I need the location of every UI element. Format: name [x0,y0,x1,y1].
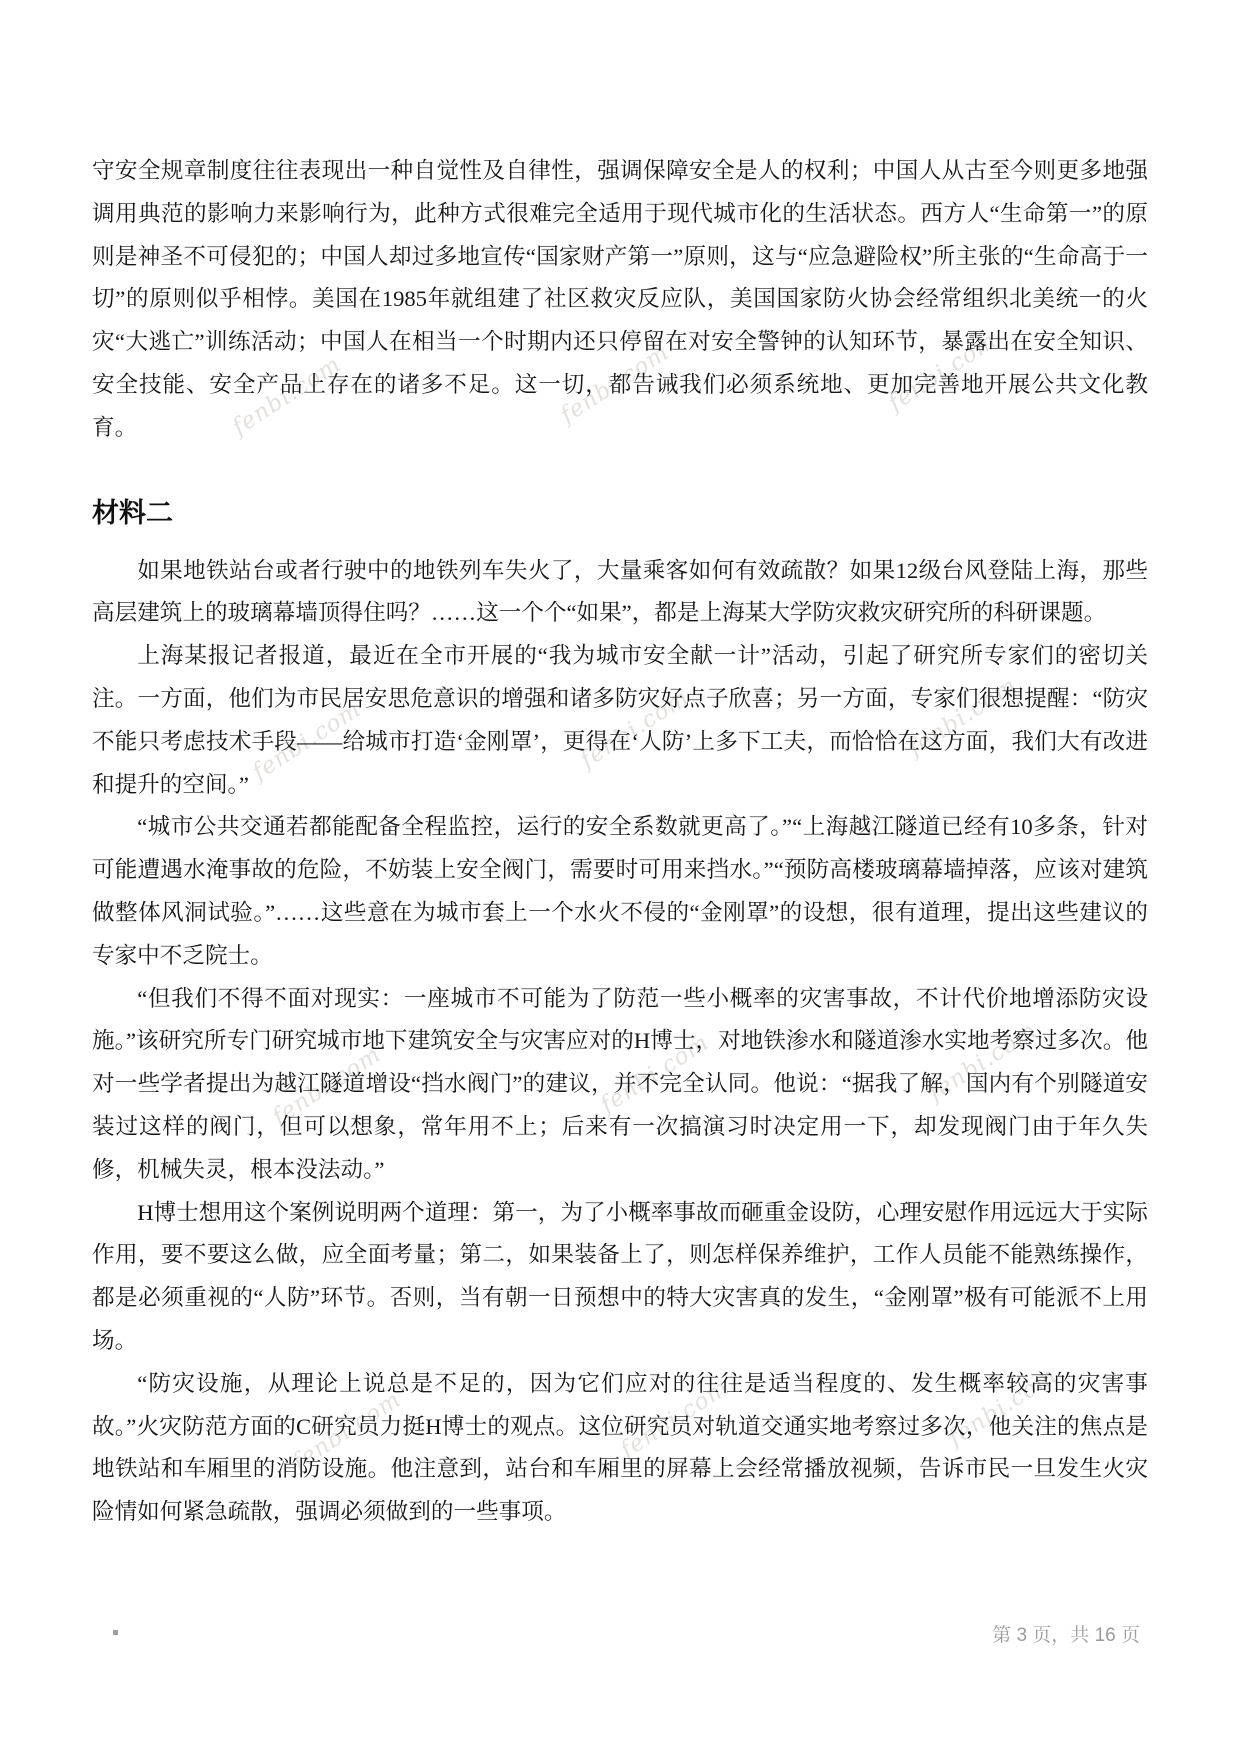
page-content [92,150,1148,1534]
page-footer [992,1620,1140,1647]
material2-paragraph-3: “城市公共交通若都能配备全程监控，运行的安全系数就更高了。”“上海越江隧道已经有10多条，针对可能遭遇水淹事故的危险，不妨装上安全阀门，需要时可用来挡水。”“预防高楼玻璃幕墙掉落，应该对建筑做整体风洞试验。”……这些意在为城市套上一个水火不侵的“金刚罩”的设想，很有道理，提出这些建议的专家中不乏院士。 [92,814,1148,968]
watermark-text: fenbi.com [615,1374,734,1464]
watermark-text: fenbi.com [595,1029,714,1119]
material2-paragraph-6: “防灾设施，从理论上说总是不足的，因为它们应对的往往是适当程度的、发生概率较高的灾害事故。”火灾防范方面的C研究员力挺H博士的观点。这位研究员对轨道交通实地考察过多次，他关注的焦点是地铁站和车厢里的消防设施。他注意到，站台和车厢里的屏幕上会经常播放视频，告诉市民一旦发生火灾险情如何紧急疏散，强调必须做到的一些事项。 [92,1370,1148,1525]
material2-paragraph-4: “但我们不得不面对现实：一座城市不可能为了防范一些小概率的灾害事故，不计代价地增添防灾设施。”该研究所专门研究城市地下建筑安全与灾害应对的H博士，对地铁渗水和隧道渗水实地考察过多次。他对一些学者提出为越江隧道增设“挡水阀门”的建议，并不完全认同。他说：“据我了解，国内有个别隧道安装过这样的阀门，但可以想象，常年用不上；后来有一次搞演习时决定用一下，却发现阀门由于年久失修，机械失灵，根本没法动。” [92,985,1148,1182]
watermark-text: fenbi.com [943,1362,1062,1452]
material2-paragraph-5: H博士想用这个案例说明两个道理：第一，为了小概率事故而砸重金设防，心理安慰作用远远大于实际作用，要不要这么做，应全面考量；第二，如果装备上了，则怎样保养维护，工作人员能不能熟练操作，都是必须重视的“人防”环节。否则，当有朝一日预想中的特大灾害真的发生，“金刚罩”极有可能派不上用场。 [92,1199,1148,1353]
watermark-text: fenbi.com [267,1041,386,1131]
watermark-text: fenbi.com [575,684,694,774]
stray-dot [113,1630,118,1635]
material2-paragraph-2: 上海某报记者报道，最近在全市开展的“我为城市安全献一计”活动，引起了研究所专家们的密切关注。一方面，他们为市民居安思危意识的增强和诸多防灾好点子欣喜；另一方面，专家们很想提醒：“防灾不能只考虑技术手段——给城市打造‘金刚罩’，更得在‘人防’上多下工夫，而恰恰在这方面，我们大有改进和提升的空间。” [92,643,1148,797]
watermark-text: fenbi.com [247,696,366,786]
watermark-text: fenbi.com [883,327,1002,417]
material1-continuation-paragraph: 守安全规章制度往往表现出一种自觉性及自律性，强调保障安全是人的权利；中国人从古至今则更多地强调用典范的影响力来影响行为，此种方式很难完全适用于现代城市化的生活状态。西方人“生命第一”的原则是神圣不可侵犯的；中国人却过多地宣传“国家财产第一”原则，这与“应急避险权”所主张的“生命高于一切”的原则似乎相悖。美国在1985年就组建了社区救灾反应队，美国国家防火协会经常组织北美统一的火灾“大逃亡”训练活动；中国人在相当一个时期内还只停留在对安全警钟的认知环节，暴露出在安全知识、安全技能、安全产品上存在的诸多不足。这一切，都告诫我们必须系统地、更加完善地开展公共文化教育。 [92,158,1148,440]
watermark-text: fenbi.com [227,351,346,441]
material2-paragraph-1: 如果地铁站台或者行驶中的地铁列车失火了，大量乘客如何有效疏散？如果12级台风登陆上海，那些高层建筑上的玻璃幕墙顶得住吗？……这一个个“如果”，都是上海某大学防灾救灾研究所的科研课题。 [92,557,1148,626]
watermark-text: fenbi.com [287,1386,406,1476]
watermark-text: fenbi.com [903,672,1022,762]
page-indicator: 第 3 页，共 16 页 [992,1625,1140,1646]
watermark-text: fenbi.com [923,1017,1042,1107]
watermark-text: fenbi.com [555,339,674,429]
material2-heading: 材料二 [92,497,173,528]
